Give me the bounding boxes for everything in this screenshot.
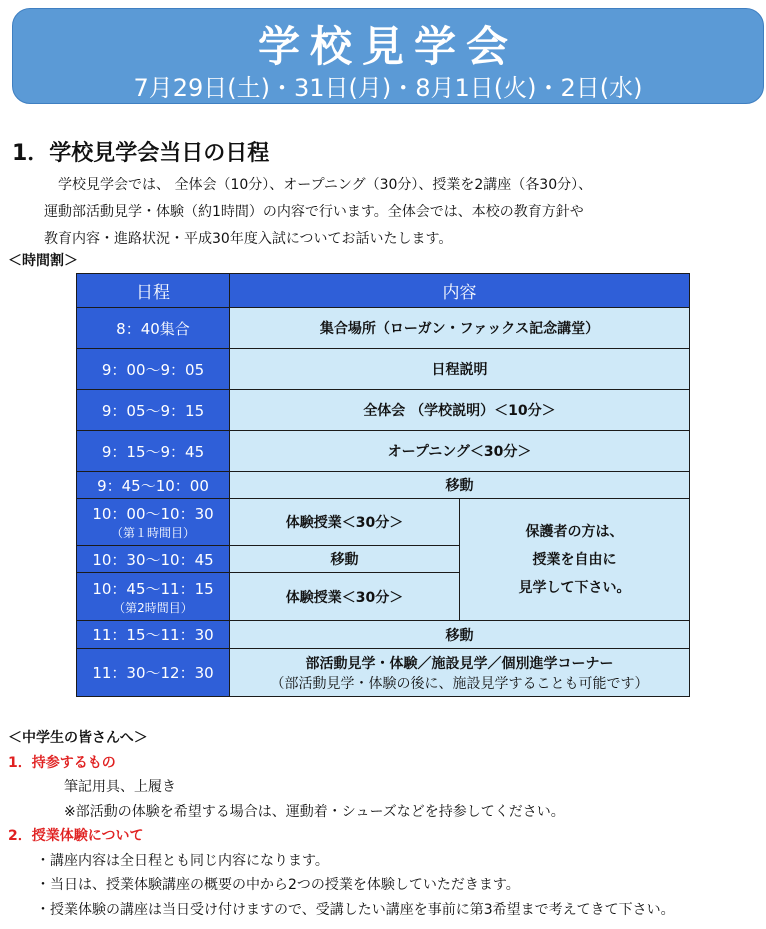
- parent-note-cell: [460, 499, 690, 621]
- content-cell: 移動: [230, 546, 460, 573]
- table-row: [77, 499, 690, 546]
- intro-line: 運動部活動見学・体験（約1時間）の内容で行います。全体会では、本校の教育方針や: [44, 204, 584, 220]
- item2-title: 2．授業体験について: [8, 828, 144, 844]
- content-cell: 体験授業＜30分＞: [230, 573, 460, 621]
- time-cell: 9：15〜9：45: [77, 431, 230, 472]
- time-cell: 9：05〜9：15: [77, 390, 230, 431]
- item1-line: ※部活動の体験を希望する場合は、運動着・シューズなどを持参してください。: [64, 803, 565, 820]
- table-row: [77, 472, 690, 499]
- table-row: [77, 308, 690, 349]
- table-row: [77, 349, 690, 390]
- content-cell: 体験授業＜30分＞: [230, 499, 460, 546]
- item2-line: ・授業体験の講座は当日受け付けますので、受講したい講座を事前に第3希望まで考えてきて下さい。: [36, 901, 675, 918]
- time-text: 10：00〜10：30: [92, 505, 214, 523]
- schedule-table: [76, 273, 690, 697]
- time-cell: 8：40集合: [77, 308, 230, 349]
- time-cell: [77, 499, 230, 546]
- item1-line: 筆記用具、上履き: [64, 779, 176, 795]
- time-text: 10：45〜11：15: [92, 579, 214, 598]
- parent-note-line: 保護者の方は、: [525, 523, 624, 540]
- period-label: （第１時間目）: [110, 526, 195, 540]
- time-cell: 9：00〜9：05: [77, 349, 230, 390]
- content-cell: 日程説明: [230, 349, 690, 390]
- content-cell: オープニング＜30分＞: [230, 431, 690, 472]
- content-cell: [230, 649, 690, 697]
- time-cell: 10：30〜10：45: [77, 546, 230, 573]
- event-dates: 7月29日(土)・31日(月)・8月1日(火)・2日(水): [133, 74, 643, 102]
- content-text: 部活動見学・体験／施設見学／個別進学コーナー: [305, 655, 614, 672]
- event-title: 学校見学会: [257, 22, 518, 71]
- section-heading: 1．学校見学会当日の日程: [12, 141, 270, 166]
- content-cell: 全体会 （学校説明）＜10分＞: [230, 390, 690, 431]
- table-row: [77, 390, 690, 431]
- table-row: [77, 621, 690, 649]
- table-row: [77, 431, 690, 472]
- table-row: [77, 649, 690, 697]
- parent-note-line: 授業を自由に: [532, 551, 617, 568]
- item2-line: ・講座内容は全日程とも同じ内容になります。: [36, 852, 329, 869]
- students-notes: [8, 726, 758, 922]
- content-note: （部活動見学・体験の後に、施設見学することも可能です）: [270, 675, 649, 692]
- parent-note-line: 見学して下さい。: [518, 579, 631, 596]
- intro-line: 学校見学会では、 全体会（10分）、オープニング（30分）、授業を2講座（各30分）、: [44, 177, 593, 193]
- table-header-row: [77, 274, 690, 308]
- period-label: （第2時間目）: [113, 600, 193, 615]
- item2-line: ・当日は、授業体験講座の概要の中から2つの授業を体験していただきます。: [36, 877, 520, 893]
- time-cell: [77, 573, 230, 621]
- time-cell: 11：30〜12：30: [77, 649, 230, 697]
- time-cell: 11：15〜11：30: [77, 621, 230, 649]
- item1-title: 1．持参するもの: [8, 754, 116, 771]
- intro-line: 教育内容・進路状況・平成30年度入試についてお話いたします。: [44, 231, 453, 247]
- content-cell: 集合場所（ローガン・ファックス記念講堂）: [230, 308, 690, 349]
- header-schedule: 日程: [77, 274, 230, 308]
- content-cell: 移動: [230, 472, 690, 499]
- timetable-label: ＜時間割＞: [8, 253, 78, 269]
- content-cell: 移動: [230, 621, 690, 649]
- event-banner: [12, 8, 764, 104]
- time-cell: 9：45〜10：00: [77, 472, 230, 499]
- header-content: 内容: [230, 274, 690, 308]
- students-heading: ＜中学生の皆さんへ＞: [8, 730, 148, 746]
- intro-text: [44, 172, 744, 253]
